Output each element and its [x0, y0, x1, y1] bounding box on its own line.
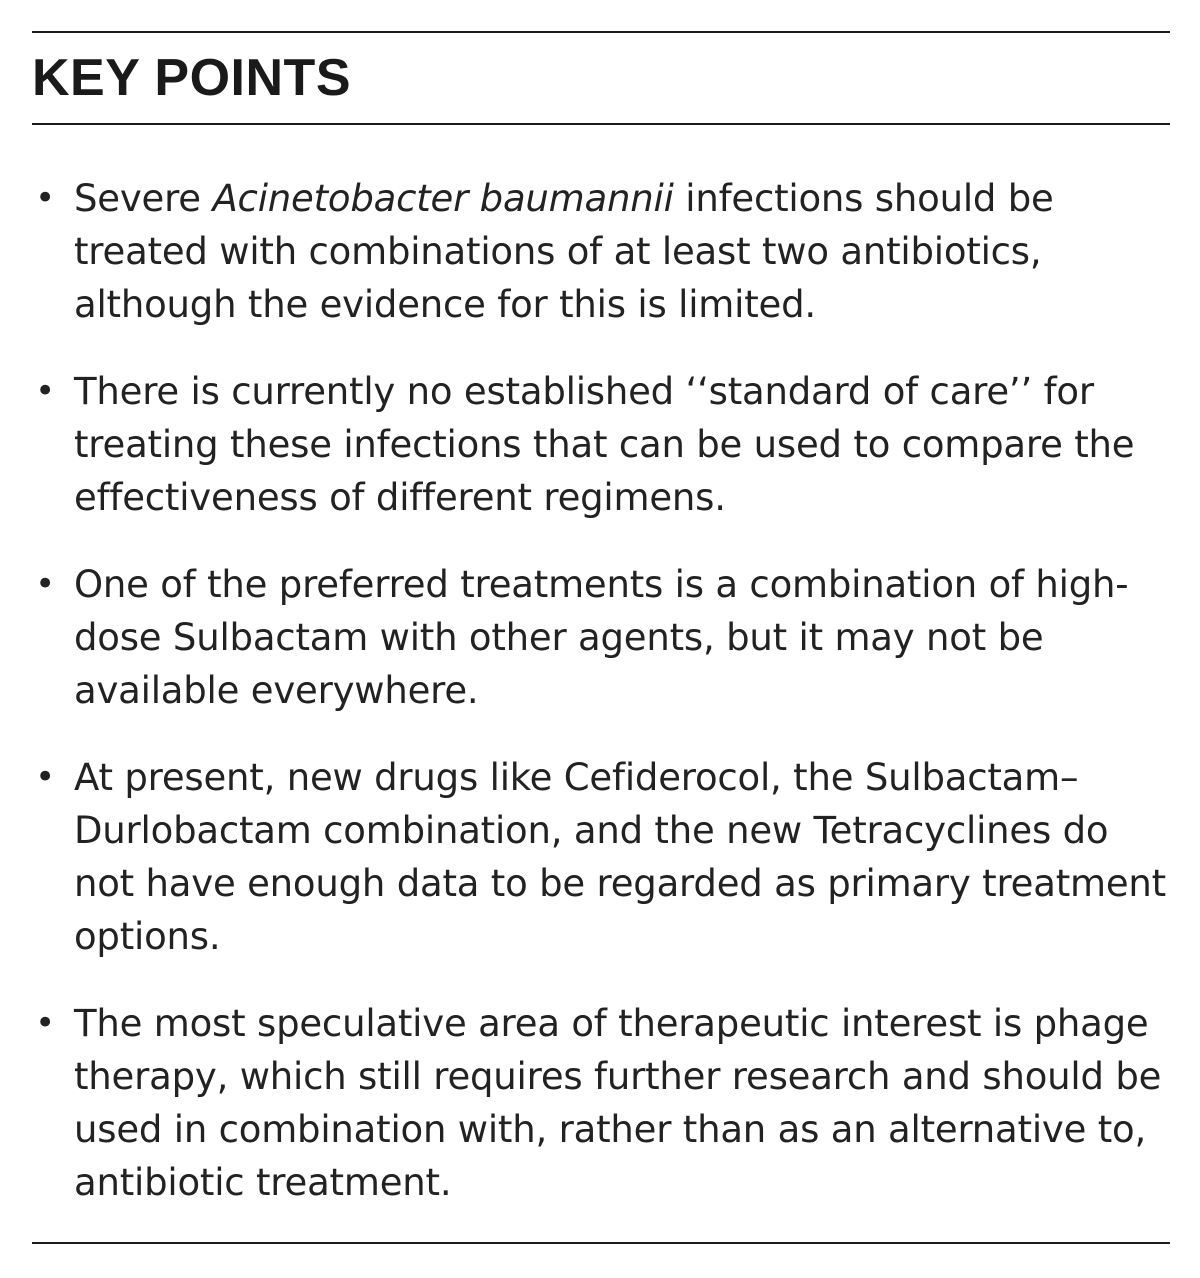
bullet-icon: • — [35, 564, 55, 604]
point-text-start: Severe — [74, 177, 213, 220]
list-item — [30, 172, 1170, 331]
bullet-icon: • — [35, 757, 55, 797]
top-rule — [32, 31, 1170, 33]
list-item — [30, 365, 1170, 524]
bullet-icon: • — [35, 371, 55, 411]
point-text: There is currently no established ‘‘standard of care’’ for treating these infections that can be used to compare the effectiveness of different regimens. — [74, 370, 1135, 519]
key-points-list — [30, 172, 1170, 1243]
list-item — [30, 997, 1170, 1209]
bullet-icon: • — [35, 178, 55, 218]
bottom-rule — [32, 1242, 1170, 1244]
bullet-icon: • — [35, 1003, 55, 1043]
point-text: At present, new drugs like Cefiderocol, the Sulbactam–Durlobactam combination, and the new Tetracyclines do not have enough data to be regarded as primary treatment options. — [74, 756, 1166, 958]
point-text: One of the preferred treatments is a combination of high-dose Sulbactam with other agents, but it may not be available everywhere. — [74, 563, 1129, 712]
heading-rule — [32, 123, 1170, 125]
list-item — [30, 751, 1170, 963]
key-points-heading: KEY POINTS — [32, 49, 352, 107]
point-text: The most speculative area of therapeutic interest is phage therapy, which still requires further research and should be used in combination with, rather than as an alternative to, antibiotic treatment. — [74, 1002, 1162, 1204]
point-text-end: infections should be treated with combinations of at least two antibiotics, although the evidence for this is limited. — [74, 177, 1054, 326]
organism-name: Acinetobacter baumannii — [212, 177, 674, 220]
list-item — [30, 558, 1170, 717]
